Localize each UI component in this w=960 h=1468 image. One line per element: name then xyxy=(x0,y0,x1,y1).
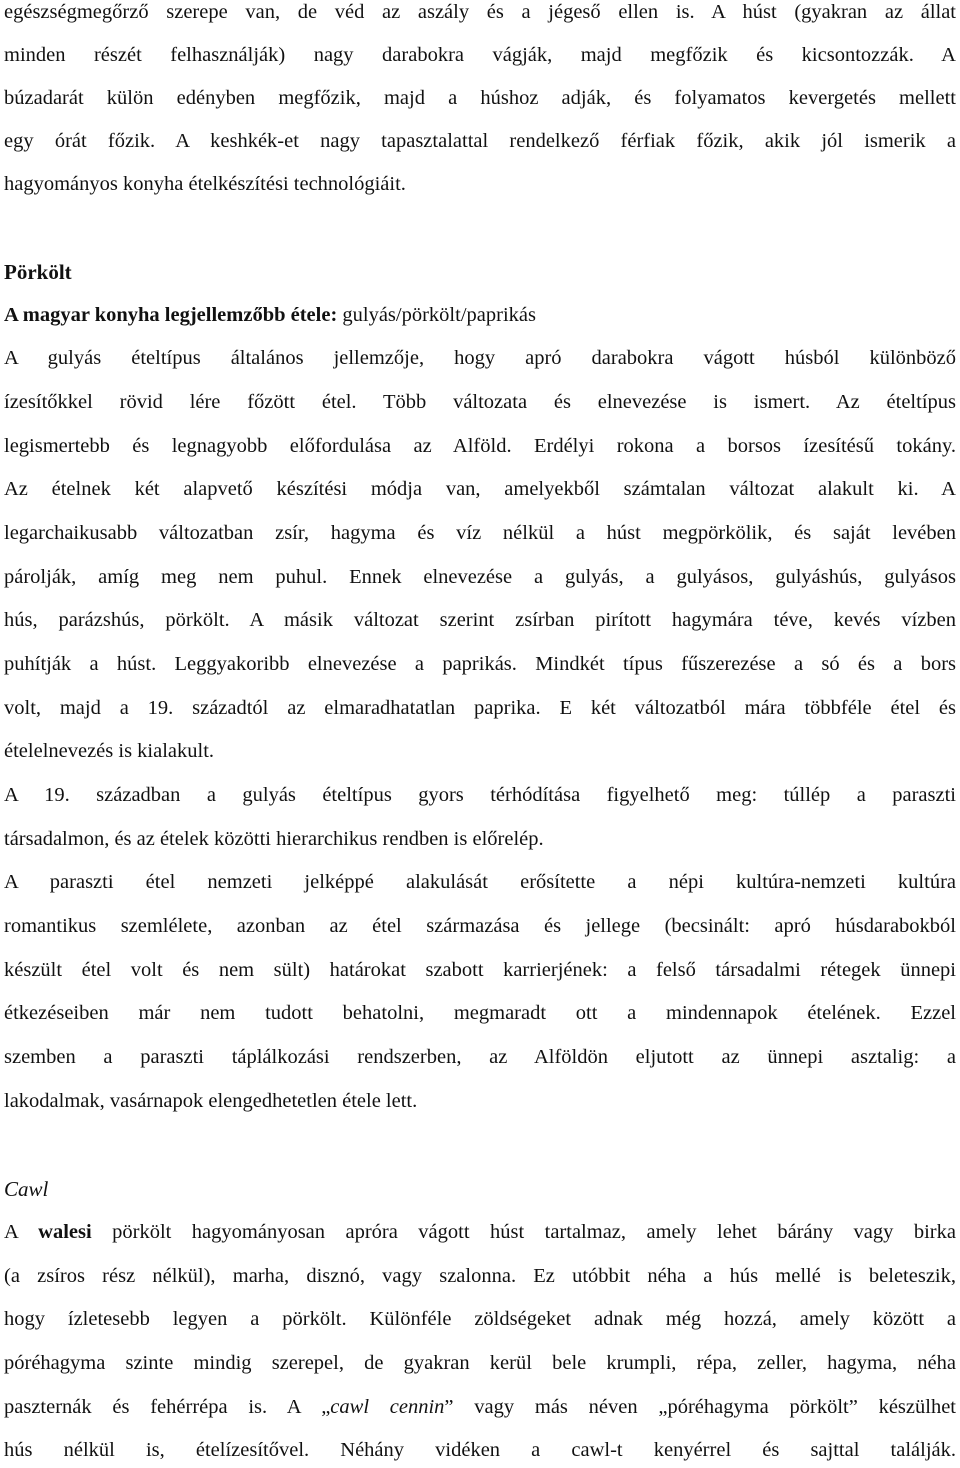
body-line: készült étel volt és nem sült) határokat szabott karrierjének: a felső társadalmi rétegek ünnepi xyxy=(4,959,956,981)
intro-line: egészségmegőrző szerepe van, de véd az aszály és a jégeső ellen is. A húst (gyakran az állat xyxy=(4,1,956,23)
body-line: hús nélkül is, ételízesítővel. Néhány vidéken a cawl-t kenyérrel és sajttal találják. xyxy=(4,1439,956,1461)
cawl-text: A xyxy=(4,1221,39,1243)
body-line: volt, majd a 19. századtól az elmaradhatatlan paprika. E két változatból mára többféle étel és xyxy=(4,697,956,719)
body-line: párolják, amíg meg nem puhul. Ennek elnevezése a gulyás, a gulyásos, gulyáshús, gulyásos xyxy=(4,566,956,588)
intro-line: búzadarát külön edényben megfőzik, majd a húshoz adják, és folyamatos kevergetés mellett xyxy=(4,87,956,109)
body-line: társadalmon, és az ételek közötti hierarchikus rendben is előrelép. xyxy=(4,828,544,850)
body-line: A paraszti étel nemzeti jelképpé alakulását erősítette a népi kultúra-nemzeti kultúra xyxy=(4,871,956,893)
cawl-italic-term: cawl cennin xyxy=(330,1396,445,1418)
section-heading-cawl: Cawl xyxy=(4,1177,49,1201)
intro-line: minden részét felhasználják) nagy darabokra vágják, majd megfőzik és kicsontozzák. A xyxy=(4,44,956,66)
body-line: (a zsíros rész nélkül), marha, disznó, vagy szalonna. Ez utóbbit néha a hús mellé is beleteszik, xyxy=(4,1265,956,1287)
body-line xyxy=(4,1389,956,1425)
cawl-text: paszternák és fehérrépa is. A „ xyxy=(4,1396,331,1418)
intro-line: hagyományos konyha ételkészítési technológiáit. xyxy=(4,173,406,195)
body-line: A 19. században a gulyás ételtípus gyors térhódítása figyelhető meg: túllép a paraszti xyxy=(4,784,956,806)
body-line: Az ételnek két alapvető készítési módja van, amelyekből számtalan változat alakult ki. A xyxy=(4,478,956,500)
body-line: romantikus szemlélete, azonban az étel származása és jellege (becsinált: apró húsdarabokból xyxy=(4,915,956,937)
body-line: póréhagyma szinte mindig szerepel, de gyakran kerül bele krumpli, répa, zeller, hagyma, néha xyxy=(4,1352,956,1374)
body-line: A gulyás ételtípus általános jellemzője, hogy apró darabokra vágott húsból különböző xyxy=(4,347,956,369)
body-line: legismertebb és legnagyobb előfordulása az Alföld. Erdélyi rokona a borsos ízesítésű tokány. xyxy=(4,435,956,457)
body-line: hús, parázshús, pörkölt. A másik változat szerint zsírban pirított hagymára téve, kevés vízben xyxy=(4,609,956,631)
porkolt-subheading xyxy=(4,297,956,333)
body-line: ízesítőkkel rövid lére főzött étel. Több változata és elnevezése is ismert. Az ételtípus xyxy=(4,391,956,413)
section-heading-porkolt: Pörkölt xyxy=(4,260,72,284)
cawl-bold-word: walesi xyxy=(38,1221,92,1243)
body-line: hogy ízletesebb legyen a pörkölt. Különféle zöldségeket adnak még hozzá, amely között a xyxy=(4,1308,956,1330)
subheading-bold: A magyar konyha legjellemzőbb étele: xyxy=(4,304,338,326)
cawl-text: ” vagy más néven „póréhagyma pörkölt” készülhet xyxy=(444,1396,956,1418)
intro-line: egy órát főzik. A keshkék-et nagy tapasztalattal rendelkező férfiak főzik, akik jól ismerik a xyxy=(4,130,956,152)
body-line: legarchaikusabb változatban zsír, hagyma és víz nélkül a húst megpörkölik, és saját levében xyxy=(4,522,956,544)
cawl-text: pörkölt hagyományosan apróra vágott húst tartalmaz, amely lehet bárány vagy birka xyxy=(91,1221,956,1243)
body-line: lakodalmak, vasárnapok elengedhetetlen étele lett. xyxy=(4,1090,418,1112)
subheading-rest: gulyás/pörkölt/paprikás xyxy=(337,304,536,326)
body-line: szemben a paraszti táplálkozási rendszerben, az Alföldön eljutott az ünnepi asztalig: a xyxy=(4,1046,956,1068)
body-line xyxy=(4,1214,956,1250)
body-line: ételelnevezés is kialakult. xyxy=(4,740,215,762)
body-line: étkezéseiben már nem tudott behatolni, megmaradt ott a mindennapok ételének. Ezzel xyxy=(4,1002,956,1024)
body-line: puhítják a húst. Leggyakoribb elnevezése a paprikás. Mindkét típus fűszerezése a só és a bors xyxy=(4,653,956,675)
